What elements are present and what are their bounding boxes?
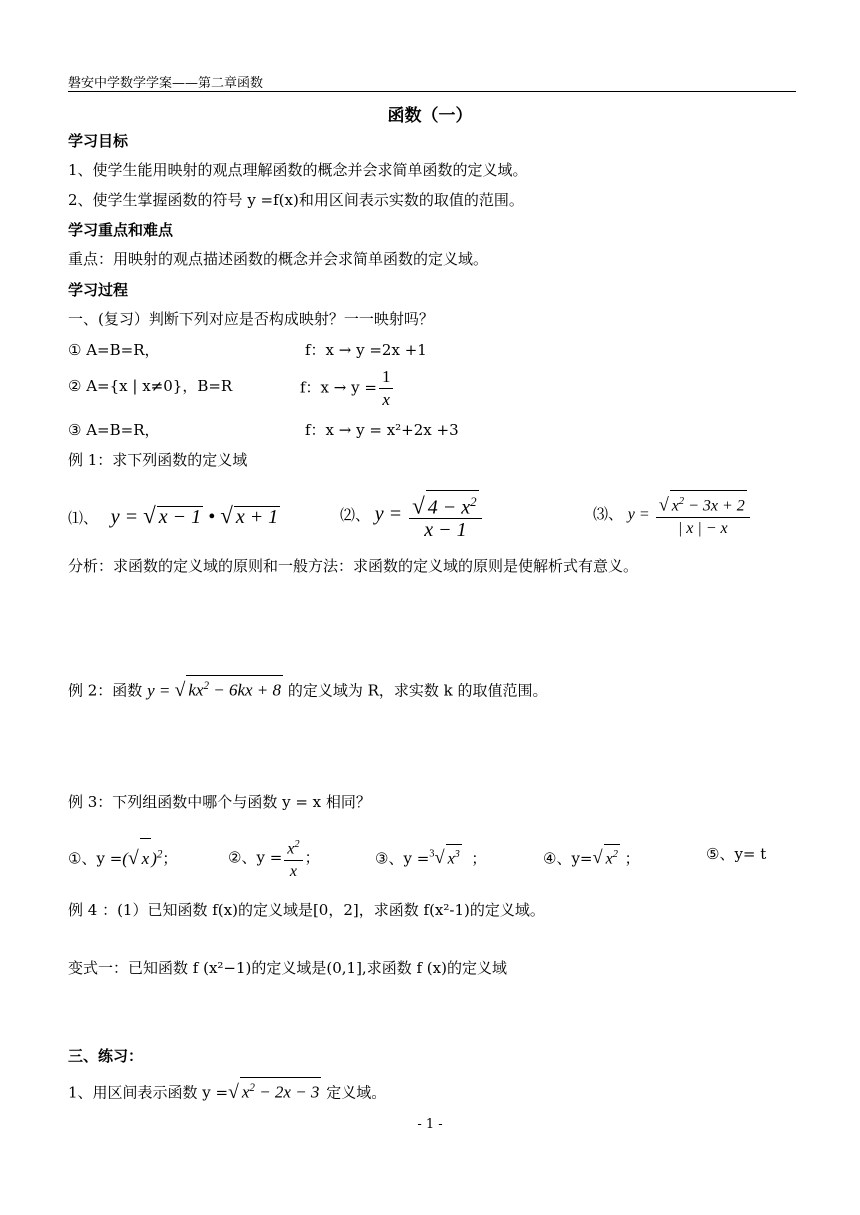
mapping-2-rule (300, 366, 395, 411)
analysis-text: 分析：求函数的定义域的原则和一般方法：求函数的定义域的原则是使解析式有意义。 (68, 557, 639, 575)
example-3-option-3: ③、y =$^3$√ $x^3$ ； (375, 844, 486, 869)
mapping-3-rule: f：x → y = x²+2x +3 (305, 421, 459, 439)
option-2-label: ②、y = (228, 848, 283, 867)
example-2-pre: 例 2：函数 (68, 681, 143, 700)
fraction-1-over-x: $\frac{1}{x}$ (379, 366, 394, 411)
item-3-marker: ⑶、 (593, 505, 624, 523)
option-1-label: ①、y = (68, 849, 123, 868)
formula-abs-fraction: y = $\frac{√ x^2 - 3x + 2}{| x | - x}$ (628, 506, 752, 523)
formula-sqrt-fraction: y = $\frac{√ 4 - x^2}{x - 1}$ (375, 503, 484, 525)
example-3-option-4: ④、y=√ $x^2$ ； (543, 844, 640, 869)
example-2-post: 的定义域为 R，求实数 k 的取值范围。 (287, 681, 548, 700)
practice-q1-pre: 1、用区间表示函数 y = (68, 1083, 229, 1102)
example-3-label: 例 3：下列组函数中哪个与函数 y = x 相同？ (68, 793, 371, 811)
formula-sqrt-kx: y = √ $kx^2 - 6kx + 8$ (147, 681, 283, 700)
key-points-heading: 学习重点和难点 (68, 221, 174, 239)
example-3-option-5: ⑤、y= t (706, 845, 767, 863)
example-1-item-1 (68, 503, 280, 528)
practice-heading: 三、练习： (68, 1047, 144, 1065)
mapping-1-rule: f：x → y =2x +1 (305, 341, 427, 359)
page-title: 函数（一） (387, 106, 473, 126)
option-3-label: ③、y = (375, 849, 430, 868)
example-1-item-3 (593, 484, 752, 545)
review-intro: 一、(复习）判断下列对应是否构成映射？一一映射吗？ (68, 310, 434, 328)
example-3-option-1: ①、y =(√ x )$^2$； (68, 834, 177, 879)
formula-sqrt-product: y = √ x − 1 • √ x + 1 (110, 503, 279, 528)
mapping-2-sets: ② A={x | x≠0}，B=R (68, 377, 233, 395)
option-4-label: ④、y= (543, 849, 593, 868)
example-1-label: 例 1：求下列函数的定义域 (68, 451, 248, 469)
mapping-3-sets: ③ A=B=R， (68, 421, 160, 439)
item-2-marker: ⑵、 (340, 506, 371, 524)
example-4-text: 例 4 ：(1）已知函数 f(x)的定义域是[0，2]，求函数 f(x²-1)的定义域。 (68, 901, 545, 919)
page-header: 磐安中学数学学案——第二章函数 (68, 76, 264, 91)
key-points-text: 重点：用映射的观点描述函数的概念并会求简单函数的定义域。 (68, 250, 489, 268)
page-number: - 1 - (417, 1117, 443, 1132)
objective-1: 1、使学生能用映射的观点理解函数的概念并会求简单函数的定义域。 (68, 161, 528, 179)
mapping-2-rule-text: f：x → y = (300, 378, 377, 397)
practice-q1-post: 定义域。 (326, 1083, 387, 1102)
process-heading: 学习过程 (68, 281, 129, 299)
practice-question-1: 1、用区间表示函数 y =√ $x^2 - 2x - 3$ 定义域。 (68, 1077, 386, 1103)
objectives-heading: 学习目标 (68, 132, 129, 150)
example-4-variant: 变式一：已知函数 f (x²−1)的定义域是(0,1],求函数 f (x)的定义域 (68, 959, 507, 977)
example-3-option-2: ②、y = $\frac{x^2}{x}$ ； (228, 834, 320, 883)
example-2 (68, 675, 548, 701)
mapping-1-sets: ① A=B=R， (68, 341, 160, 359)
example-1-item-2 (340, 484, 484, 545)
header-rule (68, 91, 796, 92)
item-1-marker: ⑴、 (68, 509, 99, 527)
objective-2: 2、使学生掌握函数的符号 y =f(x)和用区间表示实数的取值的范围。 (68, 191, 524, 209)
